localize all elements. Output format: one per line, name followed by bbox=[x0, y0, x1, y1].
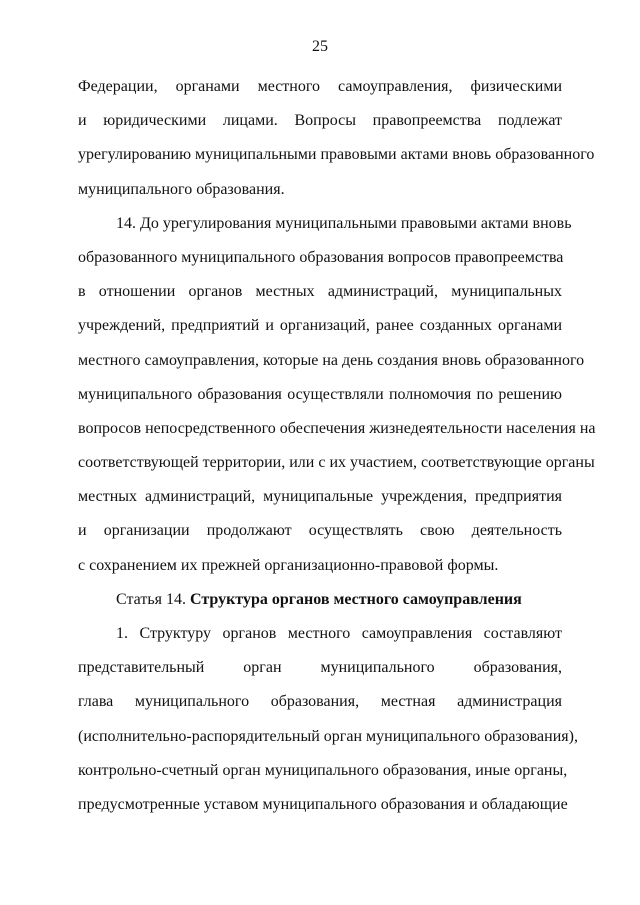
article-heading-prefix: Статья 14. bbox=[116, 590, 190, 608]
text-line: урегулированию муниципальными правовыми актами вновь образованного bbox=[78, 146, 595, 164]
text-line: местного самоуправления, которые на день создания вновь образованного bbox=[78, 351, 585, 369]
text-line: предусмотренные уставом муниципального образования и обладающие bbox=[78, 795, 568, 813]
text-line: учреждений, предприятий и организаций, ранее созданных органами bbox=[78, 317, 562, 335]
paragraph-block-1 bbox=[78, 70, 596, 583]
text-line: муниципального образования. bbox=[78, 180, 285, 198]
text-line: и юридическими лицами. Вопросы правопреемства подлежат bbox=[78, 112, 562, 130]
paragraph-block-2 bbox=[78, 617, 578, 822]
text-line: глава муниципального образования, местная администрация bbox=[78, 693, 562, 711]
text-line: 14. До урегулирования муниципальными правовыми актами вновь bbox=[116, 214, 572, 232]
page-number: 25 bbox=[312, 38, 328, 55]
text-line: образованного муниципального образования вопросов правопреемства bbox=[78, 248, 564, 266]
article-heading bbox=[78, 583, 562, 617]
text-line: в отношении органов местных администраций, муниципальных bbox=[78, 283, 562, 301]
text-line: 1. Структуру органов местного самоуправления составляют bbox=[116, 625, 562, 642]
text-line: (исполнительно-распорядительный орган муниципального образования), bbox=[78, 727, 578, 745]
text-line: вопросов непосредственного обеспечения жизнедеятельности населения на bbox=[78, 419, 596, 437]
text-line: и организации продолжают осуществлять свою деятельность bbox=[78, 522, 562, 540]
text-line: Федерации, органами местного самоуправления, физическими bbox=[78, 78, 562, 95]
text-line: представительный орган муниципального образования, bbox=[78, 659, 562, 677]
document-body bbox=[78, 70, 596, 822]
text-line: местных администраций, муниципальные учреждения, предприятия bbox=[78, 488, 562, 506]
text-line: соответствующей территории, или с их участием, соответствующие органы bbox=[78, 454, 595, 472]
text-line: контрольно-счетный орган муниципального образования, иные органы, bbox=[78, 761, 568, 779]
text-line: муниципального образования осуществляли полномочия по решению bbox=[78, 385, 562, 403]
article-heading-title: Структура органов местного самоуправления bbox=[189, 590, 522, 608]
text-line: с сохранением их прежней организационно-правовой формы. bbox=[78, 556, 499, 574]
